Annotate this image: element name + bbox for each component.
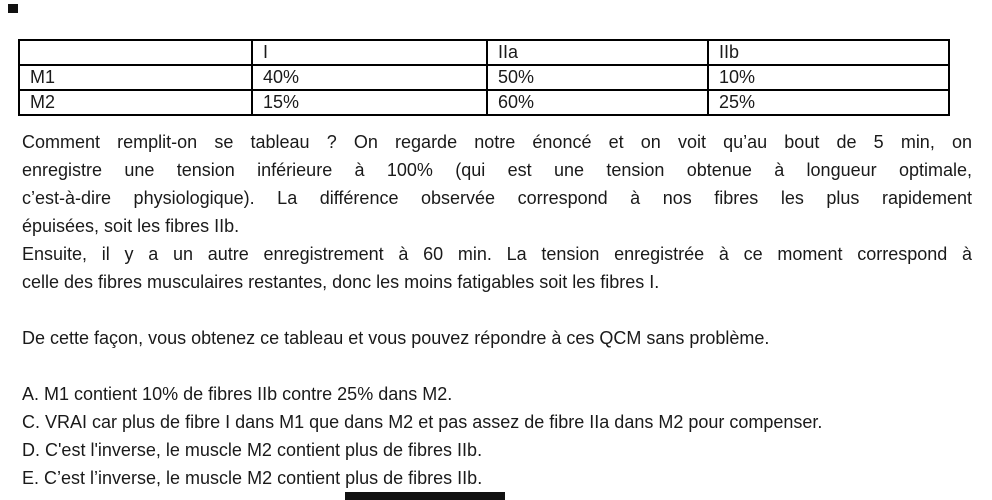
text-line: c’est-à-dire physiologique). La différence observée correspond à nos fibres les plus rapidement xyxy=(22,188,972,208)
text-line: celle des fibres musculaires restantes, donc les moins fatigables soit les fibres I. xyxy=(22,272,660,292)
explanation-paragraph-1 xyxy=(22,128,972,240)
m1-fiber-I-value: 40% xyxy=(252,65,487,90)
m1-fiber-IIb-value: 10% xyxy=(708,65,949,90)
table-header-fiber-I: I xyxy=(252,40,487,65)
page-edge-artifact-bottom xyxy=(345,492,505,500)
m1-fiber-IIa-value: 50% xyxy=(487,65,708,90)
table-row-m2 xyxy=(19,90,949,115)
text-line: enregistre une tension inférieure à 100% (qui est une tension obtenue à longueur optimale, xyxy=(22,160,972,180)
table-header-fiber-IIa: IIa xyxy=(487,40,708,65)
m2-fiber-IIb-value: 25% xyxy=(708,90,949,115)
answer-option-e: E. C’est l’inverse, le muscle M2 contient plus de fibres IIb. xyxy=(22,468,483,488)
text-line: épuisées, soit les fibres IIb. xyxy=(22,216,240,236)
answer-option-d: D. C'est l'inverse, le muscle M2 contient plus de fibres IIb. xyxy=(22,440,483,460)
muscle-fiber-table xyxy=(18,39,950,116)
answer-list xyxy=(22,380,972,492)
explanation-text xyxy=(22,128,972,492)
table-header-row xyxy=(19,40,949,65)
text-line: Comment remplit-on se tableau ? On regarde notre énoncé et on voit qu’au bout de 5 min, on xyxy=(22,132,972,152)
explanation-paragraph-2 xyxy=(22,240,972,296)
answer-option-c: C. VRAI car plus de fibre I dans M1 que dans M2 et pas assez de fibre IIa dans M2 pour compenser. xyxy=(22,412,823,432)
answer-option-a: A. M1 contient 10% de fibres IIb contre 25% dans M2. xyxy=(22,384,453,404)
text-line: Ensuite, il y a un autre enregistrement à 60 min. La tension enregistrée à ce moment correspond à xyxy=(22,244,972,264)
page-edge-artifact-top-left xyxy=(8,4,18,13)
row-label-m1: M1 xyxy=(19,65,252,90)
table-header-fiber-IIb: IIb xyxy=(708,40,949,65)
conclusion-paragraph xyxy=(22,324,972,352)
m2-fiber-I-value: 15% xyxy=(252,90,487,115)
table-row-m1 xyxy=(19,65,949,90)
row-label-m2: M2 xyxy=(19,90,252,115)
m2-fiber-IIa-value: 60% xyxy=(487,90,708,115)
conclusion-line: De cette façon, vous obtenez ce tableau et vous pouvez répondre à ces QCM sans problème. xyxy=(22,328,770,348)
table-header-empty xyxy=(19,40,252,65)
